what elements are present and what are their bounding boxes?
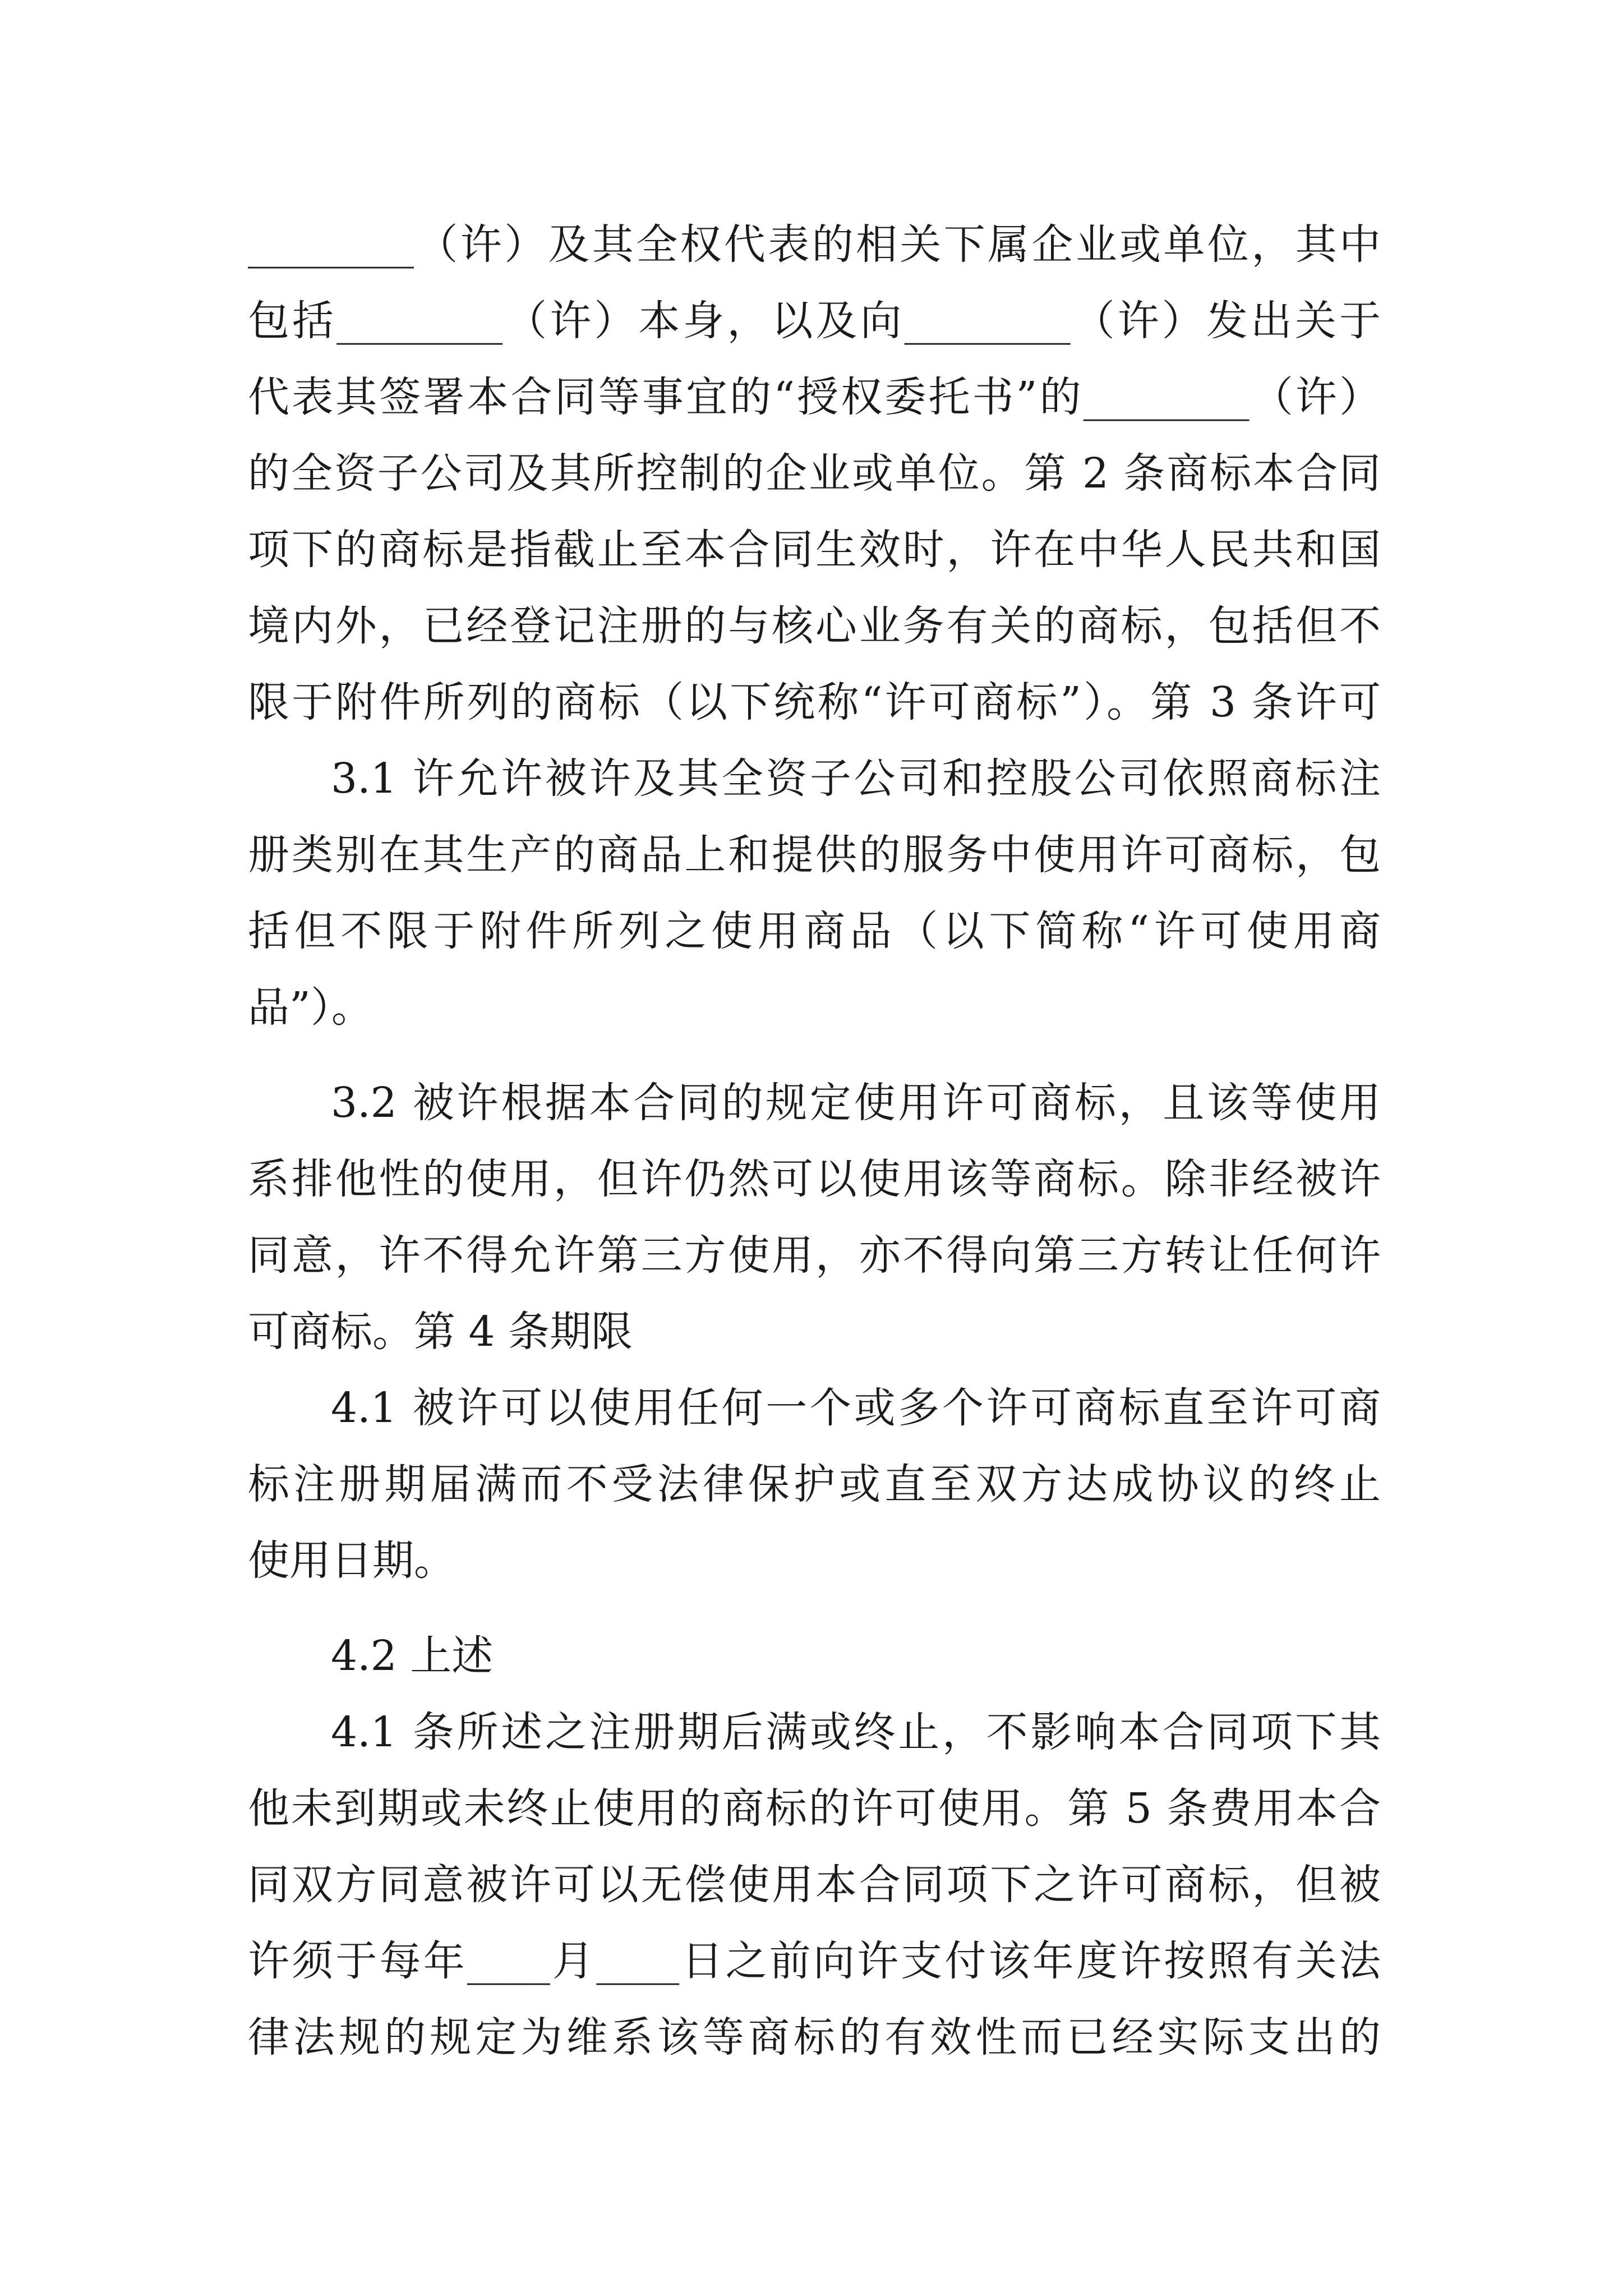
document-body [248, 206, 1381, 2076]
text-line: 品”）。 [248, 983, 373, 1032]
paragraph-gap [248, 1599, 1381, 1618]
text-line: 的全资子公司及其所控制的企业或单位。第 2 条商标本合同 [248, 449, 1381, 498]
text-line: 同双方同意被许可以无偿使用本合同项下之许可商标，但被 [248, 1861, 1381, 1909]
text-line: 4.1 条所述之注册期后满或终止，不影响本合同项下其 [331, 1708, 1381, 1756]
text-line: 项下的商标是指截止至本合同生效时，许在中华人民共和国 [248, 526, 1381, 574]
text-line: 3.2 被许根据本合同的规定使用许可商标，且该等使用 [331, 1079, 1381, 1127]
text-line: ________（许）及其全权代表的相关下属企业或单位，其中 [248, 220, 1381, 269]
text-line: 标注册期届满而不受法律保护或直至双方达成协议的终止 [248, 1460, 1381, 1508]
text-line: 系排他性的使用，但许仍然可以使用该等商标。除非经被许 [248, 1155, 1381, 1203]
text-line: 律法规的规定为维系该等商标的有效性而已经实际支出的 [248, 2013, 1381, 2062]
text-line: 3.1 许允许被许及其全资子公司和控股公司依照商标注 [331, 754, 1381, 803]
text-line: 4.1 被许可以使用任何一个或多个许可商标直至许可商 [331, 1384, 1381, 1432]
text-line: 他未到期或未终止使用的商标的许可使用。第 5 条费用本合 [248, 1784, 1381, 1833]
text-line: 同意，许不得允许第三方使用，亦不得向第三方转让任何许 [248, 1231, 1381, 1280]
paragraph-gap [248, 1046, 1381, 1065]
text-line: 限于附件所列的商标（以下统称“许可商标”）。第 3 条许可 [248, 678, 1381, 726]
text-line: 4.2 上述 [331, 1632, 494, 1680]
text-line: 册类别在其生产的商品上和提供的服务中使用许可商标，包 [248, 831, 1381, 879]
text-line: 括但不限于附件所列之使用商品（以下简称“许可使用商 [248, 907, 1381, 955]
text-line: 包括________（许）本身，以及向________（许）发出关于 [248, 297, 1381, 345]
text-line: 境内外，已经登记注册的与核心业务有关的商标，包括但不 [248, 602, 1381, 650]
text-line: 可商标。第 4 条期限 [248, 1308, 633, 1356]
text-line: 代表其签署本合同等事宜的“授权委托书”的________（许） [248, 373, 1381, 421]
text-line: 使用日期。 [248, 1536, 455, 1585]
text-line: 许须于每年____月____日之前向许支付该年度许按照有关法 [248, 1937, 1381, 1985]
